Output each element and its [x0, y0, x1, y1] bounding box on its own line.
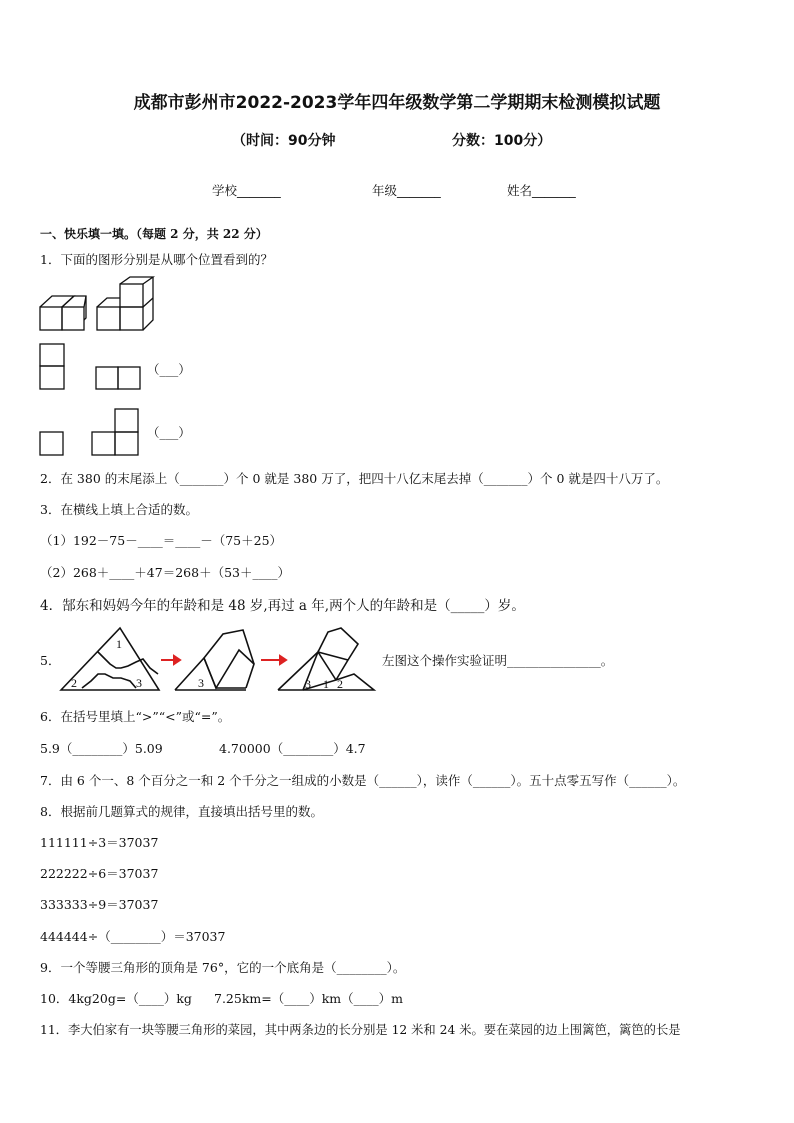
exam-score: 分数：100分）: [452, 133, 552, 149]
angle-label-2: 2: [71, 676, 77, 690]
question-10-b: 7.25km=（____）km（____）m: [214, 991, 404, 1006]
triangle-experiment-figure: [58, 624, 378, 694]
school-field: 学校_______: [212, 183, 281, 198]
angle-label-1c: 1: [323, 677, 329, 691]
question-10-a: 10．4kg20g=（____）kg: [40, 991, 192, 1006]
exam-time: （时间：90分钟: [232, 133, 336, 149]
answer-blank-1[interactable]: （___）: [147, 362, 191, 377]
question-3-part-1: （1）192－75－____＝____－（75＋25）: [40, 533, 283, 548]
question-3-part-2: （2）268＋____＋47＝268＋（53＋____）: [40, 565, 290, 580]
question-8-line-4: 444444÷（________）＝37037: [40, 929, 226, 944]
question-6: 6．在括号里填上“>”“<”或“=”。: [40, 709, 231, 724]
angle-label-3c: 3: [305, 677, 311, 691]
question-5-label: 5．: [40, 653, 61, 668]
question-6-b: 4.70000（________）4.7: [219, 741, 366, 756]
question-6-a: 5.9（________）5.09: [40, 741, 163, 756]
grade-field: 年级_______: [372, 183, 441, 198]
question-8-line-1: 111111÷3＝37037: [40, 835, 159, 850]
answer-blank-2[interactable]: （___）: [147, 425, 191, 440]
question-8-line-2: 222222÷6＝37037: [40, 866, 159, 881]
angle-label-1: 1: [116, 637, 122, 651]
view-shape-tall: [38, 343, 66, 391]
question-1: 1．下面的图形分别是从哪个位置看到的？: [40, 252, 273, 267]
question-11: 11．李大伯家有一块等腰三角形的菜园，其中两条边的长分别是 12 米和 24 米。要在菜园的边上围篱笆，篱笆的长是: [40, 1023, 681, 1037]
cube-figure-1: [38, 286, 88, 334]
question-3: 3．在横线上填上合适的数。: [40, 502, 198, 517]
name-field: 姓名_______: [507, 183, 576, 198]
page-title: 成都市彭州市2022-2023学年四年级数学第二学期期末检测模拟试题: [133, 93, 661, 113]
question-9: 9．一个等腰三角形的顶角是 76°，它的一个底角是（________）。: [40, 960, 406, 975]
question-8: 8．根据前几题算式的规律，直接填出括号里的数。: [40, 804, 323, 819]
angle-label-3b: 3: [198, 676, 204, 690]
angle-label-3: 3: [136, 676, 142, 690]
cube-figure-2: [95, 276, 157, 334]
question-2: 2．在 380 的末尾添上（_______）个 0 就是 380 万了，把四十八亿末尾去掉（_______）个 0 就是四十八万了。: [40, 471, 669, 486]
view-shape-l: [90, 408, 142, 458]
question-7: 7．由 6 个一、8 个百分之一和 2 个千分之一组成的小数是（______），读作（______）。五十点零五写作（______）。: [40, 773, 686, 788]
question-5-text: 左图这个操作实验证明_______________。: [382, 653, 614, 668]
view-shape-single: [38, 431, 66, 457]
section-heading: 一、快乐填一填。（每题 2 分，共 22 分）: [40, 227, 268, 241]
view-shape-wide: [94, 366, 144, 391]
question-4: 4．郜东和妈妈今年的年龄和是 48 岁,再过 a 年,两个人的年龄和是（_____）岁。: [40, 598, 525, 614]
question-8-line-3: 333333÷9＝37037: [40, 897, 159, 912]
angle-label-2c: 2: [337, 677, 343, 691]
